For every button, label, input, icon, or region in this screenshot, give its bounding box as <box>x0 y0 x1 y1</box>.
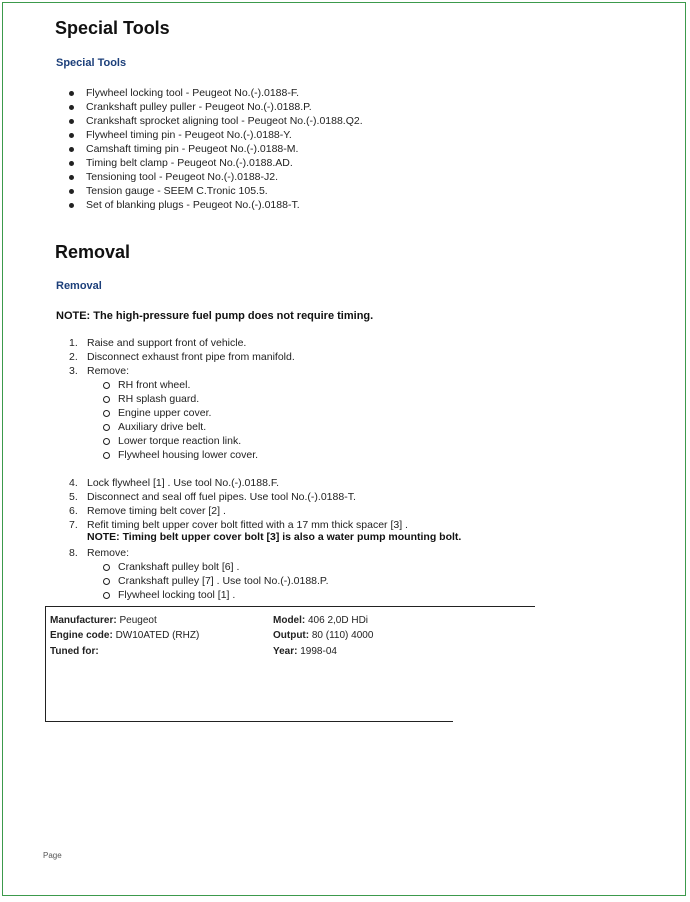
circle-bullet-icon <box>103 564 110 571</box>
sub-item: RH splash guard. <box>103 392 258 406</box>
bullet-icon <box>69 175 74 180</box>
list-item: Crankshaft pulley puller - Peugeot No.(-).0188.P. <box>69 100 363 114</box>
year-field: Year: 1998-04 <box>273 646 337 657</box>
sub-item: Flywheel housing lower cover. <box>103 448 258 462</box>
circle-bullet-icon <box>103 410 110 417</box>
bullet-icon <box>69 91 74 96</box>
list-item: Crankshaft sprocket aligning tool - Peugeot No.(-).0188.Q2. <box>69 114 363 128</box>
step7-note: NOTE: Timing belt upper cover bolt [3] is also a water pump mounting bolt. <box>87 531 462 543</box>
list-item: Tension gauge - SEEM C.Tronic 105.5. <box>69 184 363 198</box>
step-item: 6. Remove timing belt cover [2] . <box>69 505 226 517</box>
step-item: 5. Disconnect and seal off fuel pipes. Use tool No.(-).0188-T. <box>69 491 356 503</box>
tuned-for-field: Tuned for: <box>50 646 99 657</box>
list-item: Camshaft timing pin - Peugeot No.(-).0188-M. <box>69 142 363 156</box>
step3-sublist <box>103 378 258 462</box>
manufacturer-field: Manufacturer: Peugeot <box>50 615 157 626</box>
model-field: Model: 406 2,0D HDi <box>273 615 369 626</box>
sub-item: Crankshaft pulley bolt [6] . <box>103 560 329 574</box>
document-page <box>2 2 686 896</box>
list-item: Timing belt clamp - Peugeot No.(-).0188.AD. <box>69 156 363 170</box>
list-item: Flywheel timing pin - Peugeot No.(-).0188-Y. <box>69 128 363 142</box>
bullet-icon <box>69 189 74 194</box>
bullet-icon <box>69 161 74 166</box>
circle-bullet-icon <box>103 382 110 389</box>
section-title-removal: Removal <box>55 242 131 262</box>
removal-note: NOTE: The high-pressure fuel pump does not require timing. <box>56 310 374 322</box>
engine-code-field: Engine code: DW10ATED (RHZ) <box>50 630 200 641</box>
step-item: 7. Refit timing belt upper cover bolt fitted with a 17 mm thick spacer [3] . <box>69 519 408 531</box>
step-item: 1. Raise and support front of vehicle. <box>69 337 247 349</box>
bullet-icon <box>69 147 74 152</box>
sub-item: RH front wheel. <box>103 378 258 392</box>
bullet-icon <box>69 203 74 208</box>
list-item: Set of blanking plugs - Peugeot No.(-).0188-T. <box>69 198 363 212</box>
page-footer: Page <box>43 851 62 860</box>
sub-item: Crankshaft pulley [7] . Use tool No.(-).0188.P. <box>103 574 329 588</box>
circle-bullet-icon <box>103 438 110 445</box>
sub-item: Auxiliary drive belt. <box>103 420 258 434</box>
circle-bullet-icon <box>103 424 110 431</box>
list-item: Tensioning tool - Peugeot No.(-).0188-J2. <box>69 170 363 184</box>
bullet-icon <box>69 119 74 124</box>
removal-steps-c <box>69 546 129 560</box>
sub-item: Lower torque reaction link. <box>103 434 258 448</box>
list-item: Flywheel locking tool - Peugeot No.(-).0188-F. <box>69 86 363 100</box>
info-box-bottom-rule <box>45 721 453 722</box>
bullet-icon <box>69 133 74 138</box>
removal-steps-a <box>69 336 295 378</box>
special-tools-list <box>69 86 363 212</box>
step-item: 4. Lock flywheel [1] . Use tool No.(-).0188.F. <box>69 477 279 489</box>
circle-bullet-icon <box>103 592 110 599</box>
sub-item: Engine upper cover. <box>103 406 258 420</box>
bullet-icon <box>69 105 74 110</box>
circle-bullet-icon <box>103 578 110 585</box>
section-subtitle-special-tools: Special Tools <box>56 57 127 69</box>
output-field: Output: 80 (110) 4000 <box>273 630 374 641</box>
sub-item: Flywheel locking tool [1] . <box>103 588 329 602</box>
step-item: 8. Remove: <box>69 547 130 559</box>
step8-sublist <box>103 560 329 602</box>
step-item: 2. Disconnect exhaust front pipe from manifold. <box>69 351 295 363</box>
removal-steps-b <box>69 476 408 532</box>
section-title-special-tools: Special Tools <box>55 18 170 38</box>
circle-bullet-icon <box>103 396 110 403</box>
circle-bullet-icon <box>103 452 110 459</box>
step-item: 3. Remove: <box>69 365 130 377</box>
section-subtitle-removal: Removal <box>56 280 102 292</box>
